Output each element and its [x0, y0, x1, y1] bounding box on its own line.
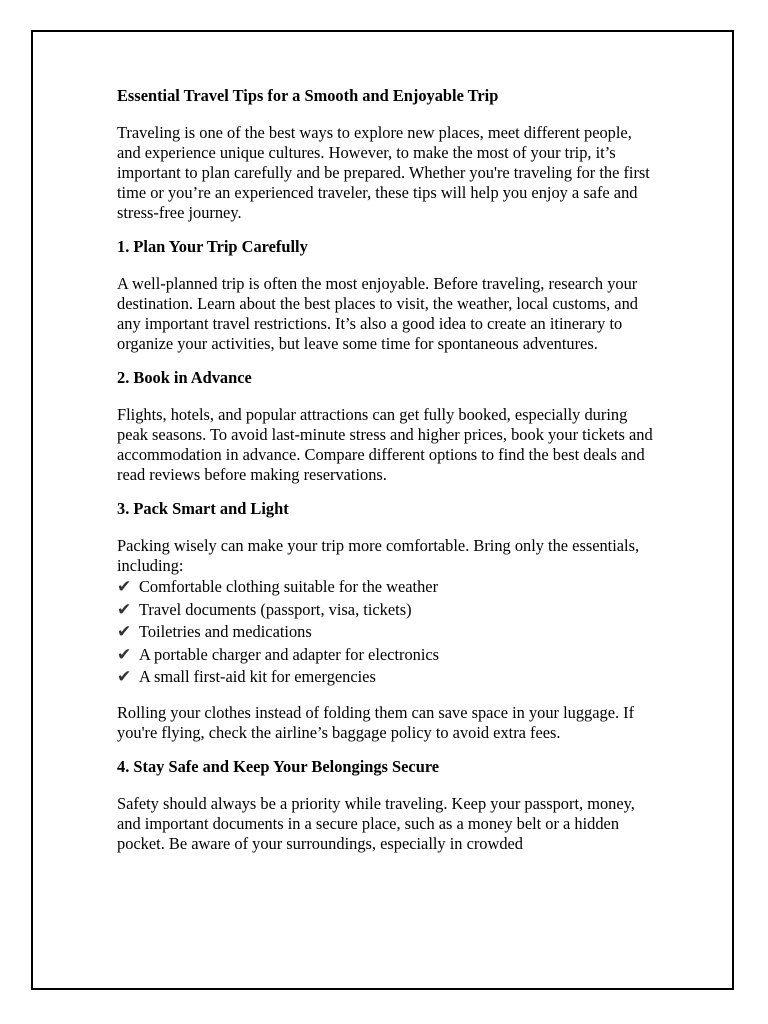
section-body-plan: A well-planned trip is often the most enjoyable. Before traveling, research your destination. Learn about the best places to visit, the weather, local customs, and any important travel restrictions. It’s also a good idea to create an itinerary to organize your activities, but leave some time for spontaneous adventures. — [117, 274, 638, 353]
section-heading-safety: 4. Stay Safe and Keep Your Belongings Secure — [117, 756, 440, 776]
section-body-safety: Safety should always be a priority while traveling. Keep your passport, money, and important documents in a secure place, such as a money belt or a hidden pocket. Be aware of your surroundings, especially in crowded — [117, 793, 635, 853]
checkmark-icon: ✔ — [117, 622, 132, 642]
list-item — [117, 621, 657, 644]
list-item-text: A small first-aid kit for emergencies — [139, 667, 376, 686]
section-after-pack: Rolling your clothes instead of folding them can save space in your luggage. If you're flying, check the airline’s baggage policy to avoid extra fees. — [117, 702, 635, 742]
checkmark-icon: ✔ — [117, 667, 132, 687]
section-body-pack: Packing wisely can make your trip more comfortable. Bring only the essentials, including: — [117, 536, 640, 575]
section-heading-plan: 1. Plan Your Trip Carefully — [117, 237, 308, 256]
list-item-text: Travel documents (passport, visa, tickets) — [139, 599, 412, 619]
packing-checklist — [117, 576, 657, 689]
checkmark-icon: ✔ — [117, 577, 132, 597]
list-item — [117, 644, 657, 667]
list-item-text: Toiletries and medications — [139, 622, 312, 641]
checkmark-icon: ✔ — [117, 599, 132, 620]
checkmark-icon: ✔ — [117, 644, 132, 665]
intro-paragraph: Traveling is one of the best ways to explore new places, meet different people, and experience unique cultures. However, to make the most of your trip, it’s important to plan carefully and be prepared. Whether you're traveling for the first time or you’re an experienced traveler, these tips will help you enjoy a safe and stress-free journey. — [117, 123, 650, 222]
section-body-book: Flights, hotels, and popular attractions can get fully booked, especially during peak seasons. To avoid last-minute stress and higher prices, book your tickets and accommodation in advance. Compare different options to find the best deals and read reviews before making reservations. — [117, 405, 653, 484]
list-item — [117, 576, 657, 599]
document-content — [117, 86, 657, 854]
section-heading-pack: 3. Pack Smart and Light — [117, 499, 289, 518]
list-item — [117, 666, 657, 689]
document-title: Essential Travel Tips for a Smooth and Enjoyable Trip — [117, 86, 499, 105]
section-heading-book: 2. Book in Advance — [117, 368, 252, 387]
list-item-text: A portable charger and adapter for electronics — [139, 644, 440, 664]
list-item — [117, 599, 657, 622]
list-item-text: Comfortable clothing suitable for the weather — [139, 577, 439, 596]
